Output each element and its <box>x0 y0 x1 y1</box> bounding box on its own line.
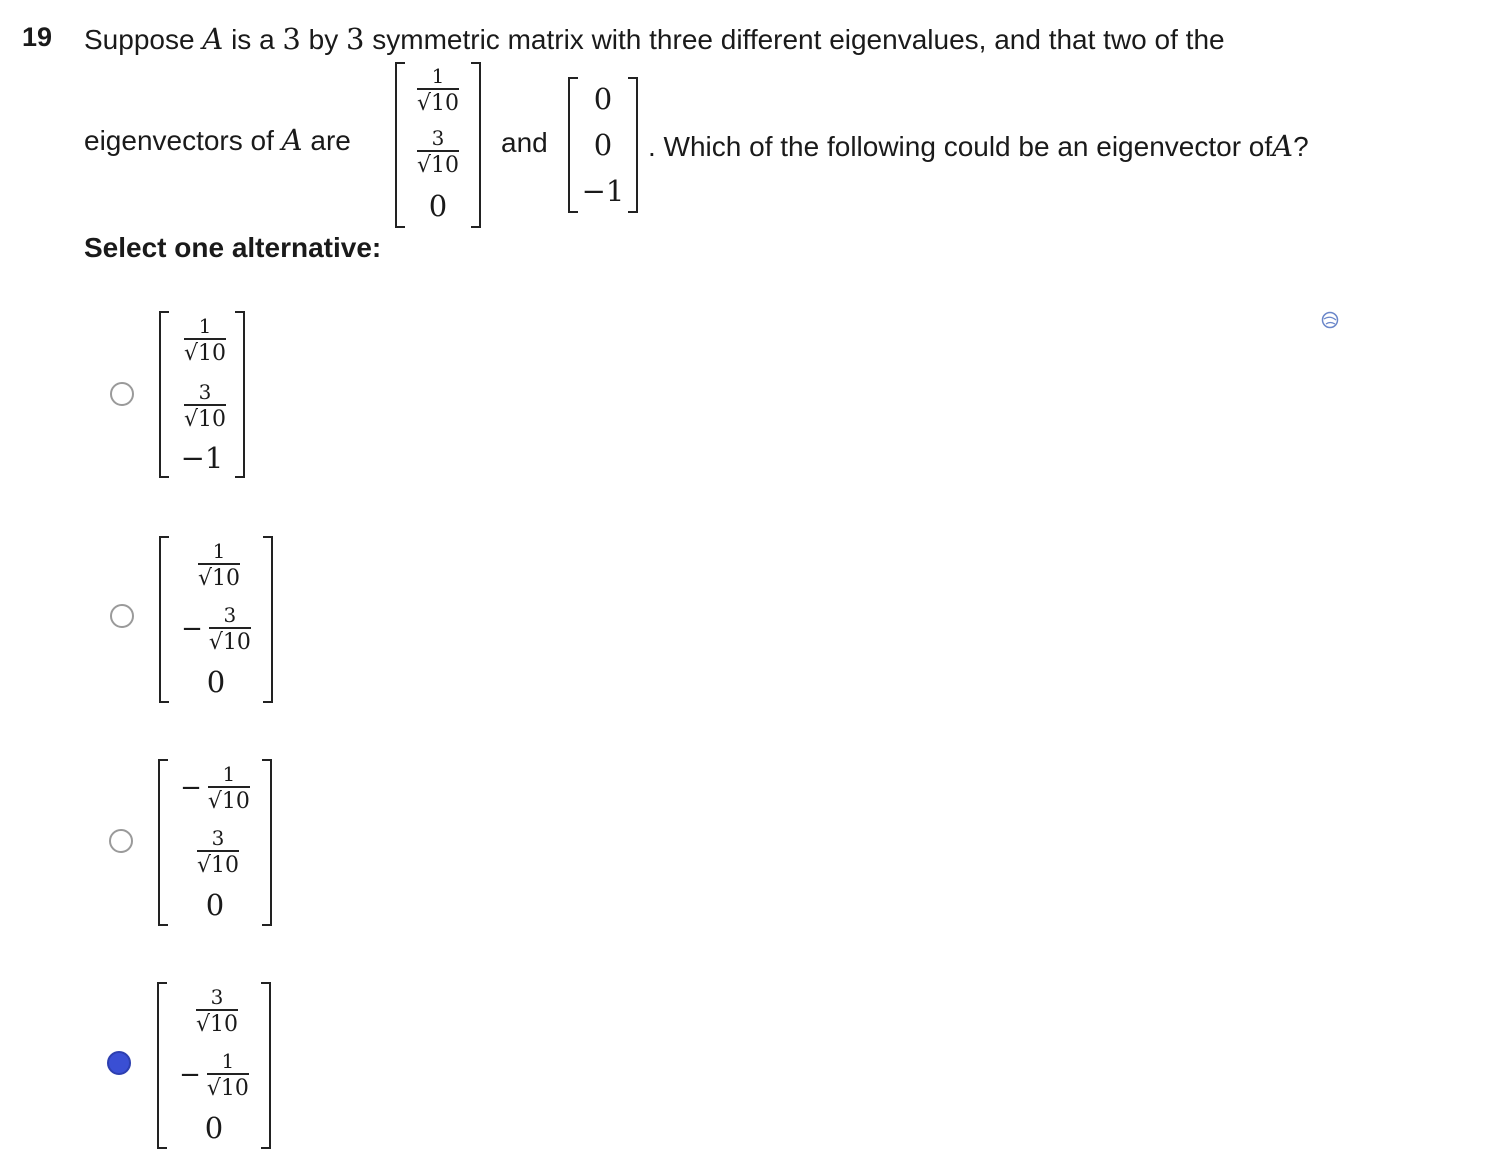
q-var: A <box>202 22 224 56</box>
select-label: Select one alternative: <box>84 232 382 263</box>
matrix-entry: $\frac{1}{√10}$ <box>183 313 226 366</box>
matrix-entry: − $\frac{1}{√10}$ <box>180 761 250 814</box>
option-a-radio[interactable] <box>110 382 134 406</box>
q-num: 3 <box>346 22 365 56</box>
option-a-matrix[interactable] <box>159 311 245 478</box>
question-line-1 <box>84 22 1225 56</box>
matrix-entry: $\frac{1}{√10}$ <box>197 538 240 591</box>
option-c-matrix[interactable] <box>158 759 272 926</box>
eigenvector-1-matrix <box>395 62 481 228</box>
option-b-matrix[interactable] <box>159 536 273 703</box>
matrix-entry: $\frac{3}{√10}$ <box>416 125 459 178</box>
q-text: eigenvectors of <box>84 125 274 156</box>
matrix-entry: − $\frac{1}{√10}$ <box>179 1048 249 1101</box>
matrix-entry: $\frac{1}{√10}$ <box>416 63 459 116</box>
matrix-entry: $\frac{3}{√10}$ <box>196 825 239 878</box>
globe-icon <box>1321 311 1339 329</box>
option-d-matrix[interactable] <box>157 982 271 1149</box>
matrix-entry: 0 <box>593 128 613 162</box>
question-number: 19 <box>22 22 53 52</box>
q-text: are <box>310 125 351 156</box>
eigenvector-2-matrix <box>568 77 638 213</box>
matrix-entry: 0 <box>205 888 225 922</box>
q-text: Suppose <box>84 24 195 55</box>
q-text: symmetric matrix with three different eigenvalues, and that two of the <box>372 24 1225 55</box>
q-and: and <box>501 127 548 158</box>
matrix-entry: −1 <box>581 174 625 208</box>
q-text: is a <box>231 24 275 55</box>
matrix-entry: − $\frac{3}{√10}$ <box>181 602 251 655</box>
q-var: A <box>1272 129 1294 163</box>
matrix-entry: 0 <box>206 665 226 699</box>
question-line-2a <box>84 123 351 157</box>
question-line-2b <box>648 129 1309 163</box>
matrix-entry: 0 <box>428 189 448 223</box>
q-num: 3 <box>282 22 301 56</box>
option-d-radio[interactable] <box>107 1051 131 1075</box>
matrix-entry: 0 <box>593 82 613 116</box>
option-c-radio[interactable] <box>109 829 133 853</box>
matrix-entry: $\frac{3}{√10}$ <box>183 379 226 432</box>
matrix-entry: −1 <box>180 441 224 475</box>
matrix-entry: $\frac{3}{√10}$ <box>195 984 238 1037</box>
q-text: ? <box>1293 131 1309 162</box>
matrix-entry: 0 <box>204 1111 224 1145</box>
q-var: A <box>281 123 303 157</box>
q-text: by <box>308 24 339 55</box>
option-b-radio[interactable] <box>110 604 134 628</box>
q-text: . Which of the following could be an eigenvector of <box>648 131 1273 162</box>
